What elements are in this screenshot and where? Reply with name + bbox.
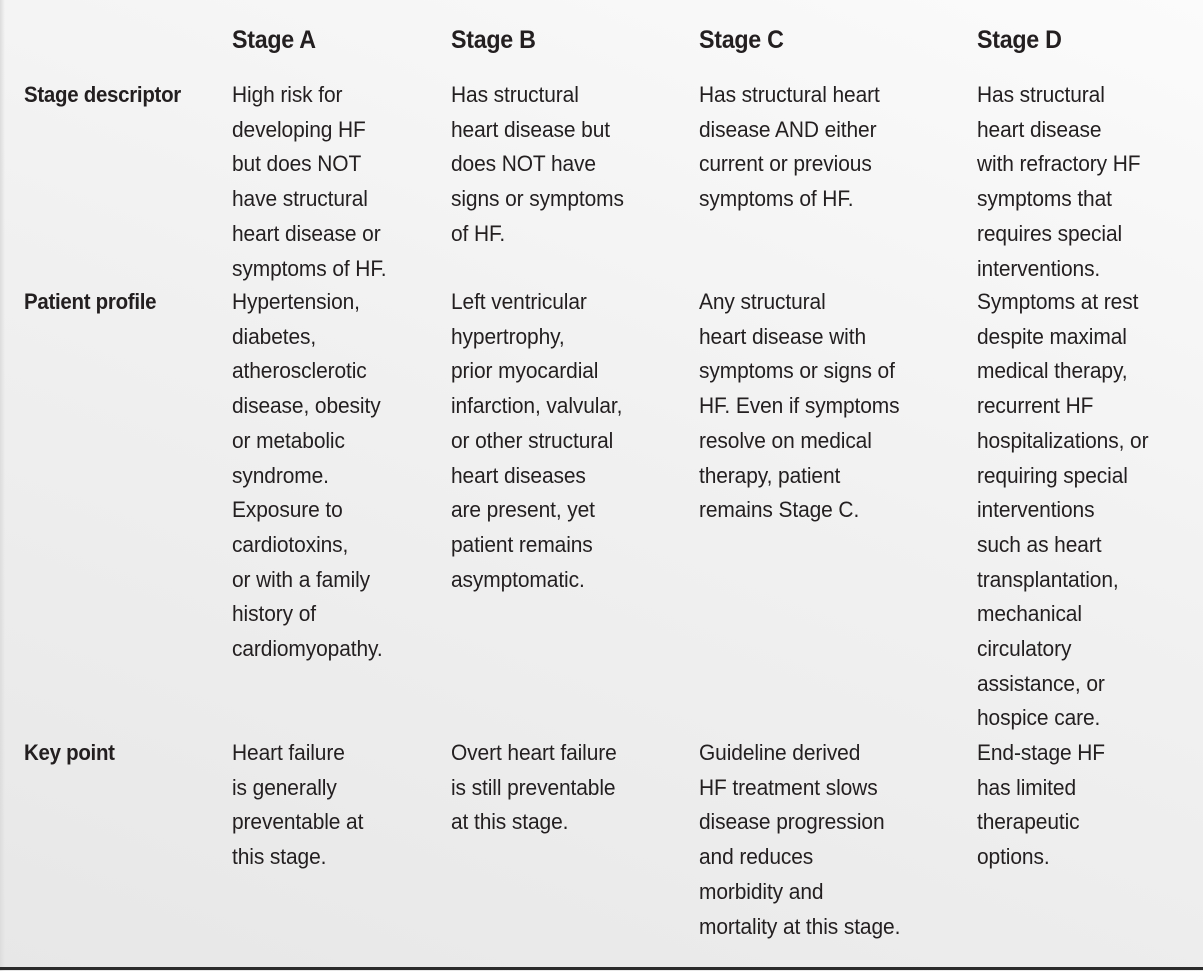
- column-header-stage-b: Stage B: [451, 26, 536, 54]
- row-label: Patient profile: [24, 289, 157, 314]
- table-cell-stage-c: Any structural heart disease with symptoms or signs of HF. Even if symptoms resolve on medical therapy, patient remains Stage C.: [699, 289, 900, 523]
- table-cell-stage-d: Has structural heart disease with refractory HF symptoms that requires special interventions.: [977, 82, 1141, 281]
- column-header-stage-d: Stage D: [977, 26, 1062, 54]
- table-cell-stage-b: Overt heart failure is still preventable at this stage.: [451, 740, 617, 835]
- row-label: Stage descriptor: [24, 82, 181, 107]
- table-cell-stage-a: High risk for developing HF but does NOT have structural heart disease or symptoms of HF.: [232, 82, 387, 281]
- table-cell-stage-d: End-stage HF has limited therapeutic options.: [977, 740, 1105, 870]
- table-cell-stage-c: Has structural heart disease AND either current or previous symptoms of HF.: [699, 82, 880, 212]
- table-bottom-rule: [0, 967, 1203, 970]
- table-cell-stage-a: Heart failure is generally preventable at this stage.: [232, 740, 364, 870]
- column-header-stage-c: Stage C: [699, 26, 784, 54]
- table-cell-stage-c: Guideline derived HF treatment slows disease progression and reduces morbidity and mortality at this stage.: [699, 740, 901, 939]
- table-cell-stage-b: Left ventricular hypertrophy, prior myocardial infarction, valvular, or other structural heart diseases are present, yet patient remains asymptomatic.: [451, 289, 623, 592]
- table-cell-stage-a: Hypertension, diabetes, atherosclerotic disease, obesity or metabolic syndrome. Exposure to cardiotoxins, or with a family history of cardiomyopathy.: [232, 289, 383, 662]
- row-label: Key point: [24, 740, 115, 765]
- column-header-stage-a: Stage A: [232, 26, 316, 54]
- table-cell-stage-d: Symptoms at rest despite maximal medical therapy, recurrent HF hospitalizations, or requiring special interventions such as heart transplantation, mechanical circulatory assistance, or hospice care.: [977, 289, 1149, 731]
- table-cell-stage-b: Has structural heart disease but does NOT have signs or symptoms of HF.: [451, 82, 624, 246]
- table-header-row: [0, 26, 1203, 66]
- page-edge-shadow: [0, 0, 5, 971]
